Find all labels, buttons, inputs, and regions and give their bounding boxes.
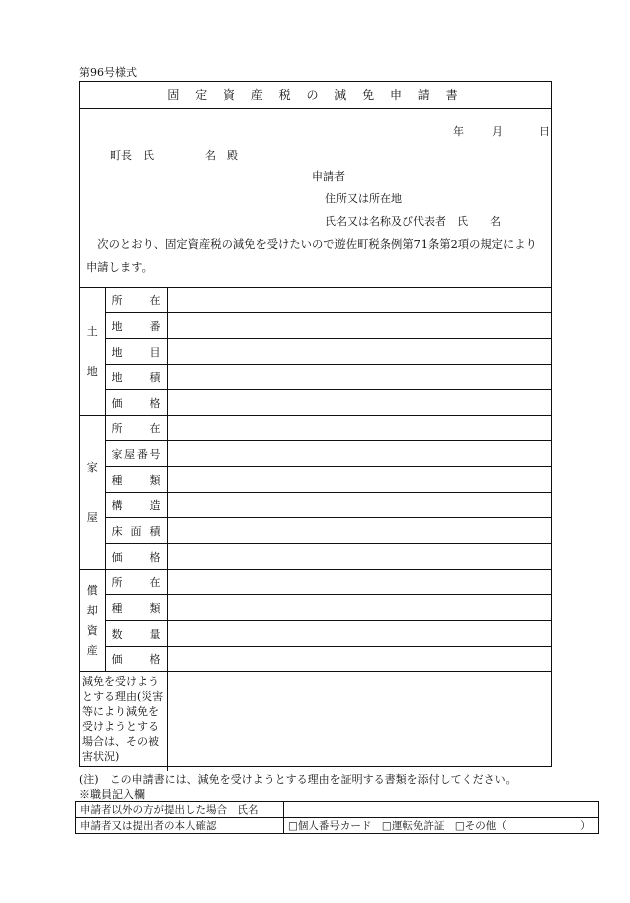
depreciable-category: [80, 570, 105, 672]
land-category-field[interactable]: [167, 339, 551, 365]
house-category: [80, 416, 105, 570]
form-title: 固 定 資 産 税 の 減 免 申 請 書: [80, 82, 551, 109]
house-row-label: 床 面 積: [105, 518, 167, 544]
applicant-name-label: 氏名又は名称及び代表者 氏 名: [325, 215, 501, 228]
land-location-field[interactable]: [167, 288, 551, 313]
land-row-label: 価 格: [105, 390, 167, 416]
reason-label: 減免を受けようとする理由(災害等により減免を受けようとする場合は、その被害状況): [80, 672, 167, 771]
land-row-label: 地 目: [105, 339, 167, 365]
depreciable-char-4: 産: [86, 643, 98, 657]
addressee-honorific: 名 殿: [205, 149, 238, 162]
staff-identity-label: 申請者又は提出者の本人確認: [76, 818, 284, 834]
depreciable-row-label: 価 格: [105, 647, 167, 672]
house-price-field[interactable]: [167, 544, 551, 570]
depreciable-row-label: 種 類: [105, 595, 167, 621]
house-char-2: 屋: [86, 510, 98, 524]
land-category: [80, 288, 105, 416]
depreciable-char-1: 償: [86, 583, 98, 597]
applicant-address-label: 住所又は所在地: [325, 192, 402, 205]
date-day: 日: [539, 125, 550, 138]
staff-section-title: ※職員記入欄: [79, 788, 145, 801]
reason-field[interactable]: [167, 672, 551, 771]
staff-proxy-label: 申請者以外の方が提出した場合 氏名: [76, 802, 284, 818]
depreciable-char-2: 却: [86, 603, 98, 617]
land-char-1: 土: [86, 324, 98, 338]
date-month: 月: [492, 125, 503, 138]
land-area-field[interactable]: [167, 365, 551, 390]
house-row-label: 構 造: [105, 493, 167, 518]
land-char-2: 地: [86, 364, 98, 378]
house-row-label: 家屋番号: [105, 441, 167, 467]
house-row-label: 所 在: [105, 416, 167, 441]
depreciable-type-field[interactable]: [167, 595, 551, 621]
house-char-1: 家: [86, 460, 98, 474]
house-structure-field[interactable]: [167, 493, 551, 518]
depreciable-location-field[interactable]: [167, 570, 551, 595]
property-table: [80, 287, 551, 771]
house-type-field[interactable]: [167, 467, 551, 493]
date-year: 年: [453, 125, 464, 138]
depreciable-price-field[interactable]: [167, 647, 551, 672]
land-price-field[interactable]: [167, 390, 551, 416]
depreciable-quantity-field[interactable]: [167, 621, 551, 647]
land-lot-number-field[interactable]: [167, 313, 551, 339]
staff-identity-options[interactable]: □個人番号カード □運転免許証 □その他（ ）: [284, 818, 599, 834]
depreciable-char-3: 資: [86, 623, 98, 637]
form-number: 第96号様式: [79, 66, 137, 79]
house-number-field[interactable]: [167, 441, 551, 467]
house-floor-area-field[interactable]: [167, 518, 551, 544]
staff-proxy-name-field[interactable]: [284, 802, 599, 818]
depreciable-row-label: 所 在: [105, 570, 167, 595]
application-form: [79, 81, 552, 767]
land-row-label: 地 積: [105, 365, 167, 390]
house-row-label: 価 格: [105, 544, 167, 570]
staff-table: [75, 801, 599, 834]
addressee-title: 町長 氏: [110, 149, 154, 162]
applicant-label: 申請者: [312, 170, 345, 183]
application-statement: 次のとおり、固定資産税の減免を受けたいので遊佐町税条例第71条第2項の規定により申請します。: [86, 238, 537, 274]
land-row-label: 所 在: [105, 288, 167, 313]
land-row-label: 地 番: [105, 313, 167, 339]
depreciable-row-label: 数 量: [105, 621, 167, 647]
house-location-field[interactable]: [167, 416, 551, 441]
house-row-label: 種 類: [105, 467, 167, 493]
note-text: (注) この申請書には、減免を受けようとする理由を証明する書類を添付してください。: [79, 773, 517, 786]
